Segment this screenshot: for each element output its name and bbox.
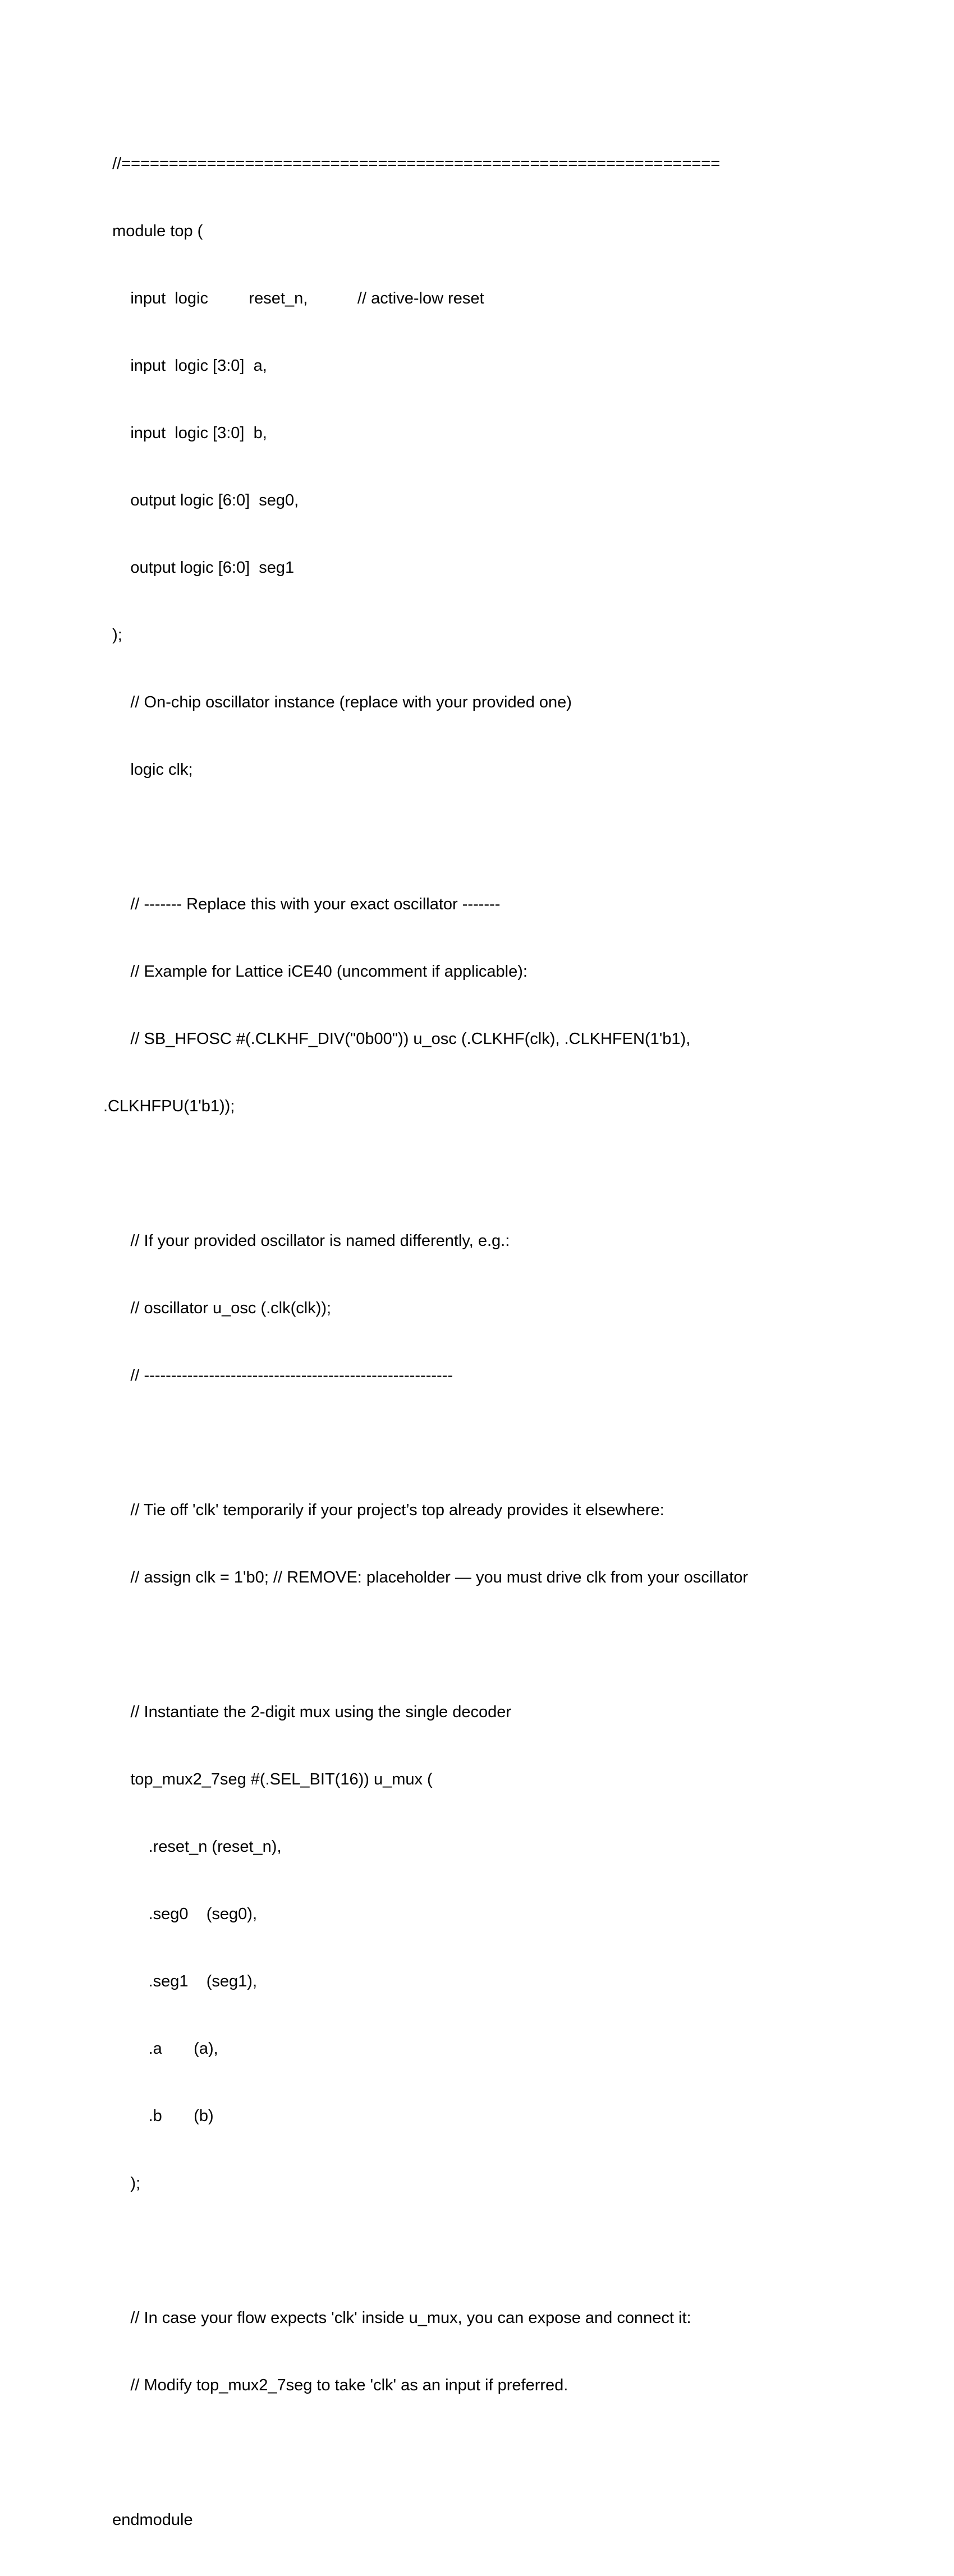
code-line-port-seg0: .seg0 (seg0), xyxy=(103,1905,257,1923)
code-line-comment-replace: // ------- Replace this with your exact oscillator ------- xyxy=(103,895,501,913)
code-line-sb-hfosc: // SB_HFOSC #(.CLKHF_DIV("0b00")) u_osc (.CLKHF(clk), .CLKHFEN(1'b1), xyxy=(103,1030,691,1048)
code-line-comment-example: // Example for Lattice iCE40 (uncomment if applicable): xyxy=(103,963,528,981)
code-line-input-reset: input logic reset_n, // active-low reset xyxy=(103,289,484,307)
code-line-comment-instantiate: // Instantiate the 2-digit mux using the single decoder xyxy=(103,1703,512,1721)
code-line-output-seg0: output logic [6:0] seg0, xyxy=(103,491,299,509)
code-line-input-b: input logic [3:0] b, xyxy=(103,424,267,442)
code-line-port-reset: .reset_n (reset_n), xyxy=(103,1838,282,1856)
code-line-comment-oscillator: // oscillator u_osc (.clk(clk)); xyxy=(103,1299,332,1317)
code-line-separator: //=============================================================== xyxy=(103,155,721,173)
code-line-port-b: .b (b) xyxy=(103,2107,214,2125)
code-line-blank xyxy=(103,1162,920,1185)
code-line-endmodule: endmodule xyxy=(103,2511,193,2529)
code-line-mux-decl: top_mux2_7seg #(.SEL_BIT(16)) u_mux ( xyxy=(103,1770,433,1788)
code-line-comment-incase: // In case your flow expects 'clk' inside u_mux, you can expose and connect it: xyxy=(103,2309,691,2327)
code-line-blank xyxy=(103,1432,920,1454)
code-line-comment-assign: // assign clk = 1'b0; // REMOVE: placeholder — you must drive clk from your oscillator xyxy=(103,1568,749,1586)
code-line-comment-onchip: // On-chip oscillator instance (replace with your provided one) xyxy=(103,693,572,711)
code-line-comment-dashes: // --------------------------------------------------------- xyxy=(103,1367,453,1384)
code-line-port-seg1: .seg1 (seg1), xyxy=(103,1972,257,1990)
code-line-blank xyxy=(103,1634,920,1656)
code-line-portlist-close: ); xyxy=(103,626,122,644)
code-line-logic-clk: logic clk; xyxy=(103,761,193,779)
code-line-blank xyxy=(103,826,920,848)
code-line-comment-tieoff: // Tie off 'clk' temporarily if your project’s top already provides it elsewhere: xyxy=(103,1501,664,1519)
code-line-comment-modify: // Modify top_mux2_7seg to take 'clk' as an input if preferred. xyxy=(103,2376,568,2394)
code-line-blank xyxy=(103,2239,920,2262)
code-line-comment-if-named: // If your provided oscillator is named differently, e.g.: xyxy=(103,1232,510,1250)
code-line-blank xyxy=(103,2441,920,2464)
code-line-input-a: input logic [3:0] a, xyxy=(103,357,267,375)
code-line-output-seg1: output logic [6:0] seg1 xyxy=(103,559,295,577)
code-block xyxy=(103,108,920,2576)
code-line-module-decl: module top ( xyxy=(103,222,203,240)
code-line-instance-close: ); xyxy=(103,2174,141,2192)
code-line-sb-hfosc-wrap: .CLKHFPU(1'b1)); xyxy=(103,1097,235,1115)
code-line-port-a: .a (a), xyxy=(103,2040,218,2058)
